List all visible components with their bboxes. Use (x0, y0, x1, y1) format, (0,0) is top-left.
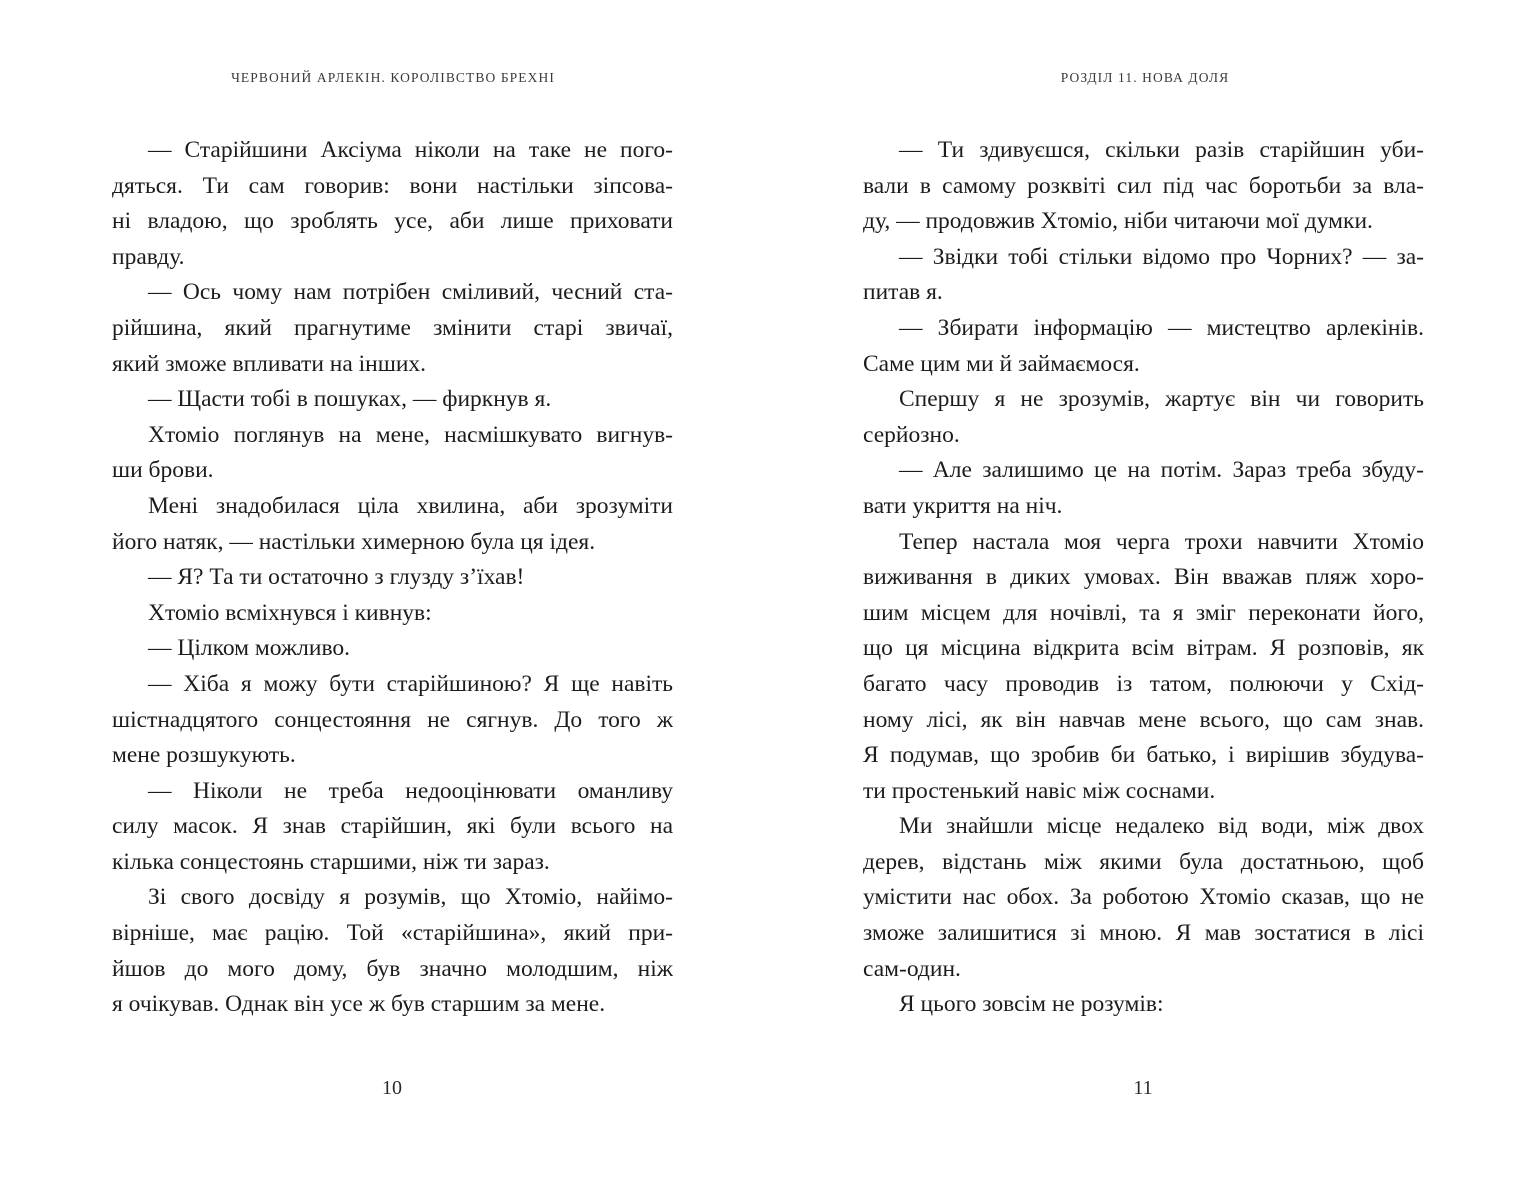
text-line: Мені знадобилася ціла хвилина, аби зрозуміти (148, 492, 673, 519)
text-line: кілька сонцестоянь старшими, ніж ти зараз. (112, 848, 550, 875)
text-line: Я подумав, що зробив би батько, і вирішив збудува- (863, 742, 1424, 769)
text-line: Ми знайшли місце недалеко від води, між двох (899, 813, 1424, 840)
text-line: Хтоміо всміхнувся і кивнув: (148, 599, 432, 626)
text-line: вірніше, має рацію. Той «старійшина», який при- (112, 920, 673, 947)
text-line: Я цього зовсім не розумів: (899, 991, 1164, 1018)
text-line: вати укриття на ніч. (863, 492, 1063, 519)
text-line: шістнадцятого сонцестояння не сягнув. До того ж (112, 706, 673, 733)
text-line: умістити нас обох. За роботою Хтоміо сказав, що не (863, 884, 1424, 911)
page-number-left: 10 (382, 1077, 402, 1099)
text-line: — Цілком можливо. (148, 635, 351, 662)
text-line: ти простенький навіс між соснами. (863, 777, 1216, 804)
text-line: зможе залишитися зі мною. Я мав зостатися в лісі (863, 920, 1424, 947)
text-line: питав я. (863, 279, 943, 306)
text-line: ду, — продовжив Хтоміо, ніби читаючи мої думки. (863, 208, 1373, 235)
text-line: ні владою, що зроблять усе, аби лише приховати (112, 208, 673, 235)
text-line: — Хіба я можу бути старійшиною? Я ще навіть (148, 670, 673, 697)
text-line: — Звідки тобі стільки відомо про Чорних? — за- (899, 243, 1424, 270)
text-line: ному лісі, як він навчав мене всього, що сам знав. (863, 706, 1424, 733)
running-head-left: ЧЕРВОНИЙ АРЛЕКІН. КОРОЛІВСТВО БРЕХНІ (231, 70, 555, 85)
text-line: серйозно. (863, 421, 960, 448)
text-line: рійшина, який прагнутиме змінити старі звичаї, (112, 314, 673, 341)
text-line: — Ось чому нам потрібен сміливий, чесний ста- (148, 279, 673, 306)
text-line: Хтоміо поглянув на мене, насмішкувато вигнув- (148, 421, 673, 448)
text-line: — Я? Та ти остаточно з глузду з’їхав! (148, 564, 525, 591)
text-line: ши брови. (112, 457, 214, 484)
text-line: дерев, відстань між якими була достатньою, щоб (863, 848, 1424, 875)
text-line: Тепер настала моя черга трохи навчити Хтоміо (899, 528, 1424, 555)
text-line: Зі свого досвіду я розумів, що Хтоміо, найімо- (148, 884, 673, 911)
text-line: — Збирати інформацію — мистецтво арлекінів. (899, 314, 1424, 341)
text-line: — Старійшини Аксіума ніколи на таке не пого- (148, 137, 673, 163)
text-line: багато часу проводив із татом, полюючи у Схід- (863, 670, 1424, 697)
body-text-left (112, 133, 673, 1023)
text-line: Саме цим ми й займаємося. (863, 350, 1140, 377)
text-line: я очікував. Однак він усе ж був старшим за мене. (112, 991, 606, 1018)
text-line: Спершу я не зрозумів, жартує він чи говорить (899, 386, 1424, 413)
right-page (768, 0, 1536, 1182)
text-line: дяться. Ти сам говорив: вони настільки зіпсова- (112, 172, 673, 199)
text-line: його натяк, — настільки химерною була ця ідея. (112, 528, 596, 555)
text-line: виживання в диких умовах. Він вважав пляж хоро- (863, 564, 1424, 591)
body-text-right (863, 133, 1424, 1023)
text-line: шим місцем для ночівлі, та я зміг переконати його, (863, 599, 1424, 626)
text-line: — Ти здивуєшся, скільки разів старійшин уби- (899, 137, 1424, 163)
text-line: правду. (112, 243, 185, 270)
text-line: йшов до мого дому, був значно молодшим, ніж (112, 955, 673, 982)
text-line: силу масок. Я знав старійшин, які були всього на (112, 813, 673, 840)
text-line: мене розшукують. (112, 742, 296, 769)
text-line: — Щасти тобі в пошуках, — фиркнув я. (148, 386, 552, 413)
running-head-right: РОЗДІЛ 11. НОВА ДОЛЯ (1060, 70, 1230, 85)
text-line: — Але залишимо це на потім. Зараз треба збуду- (899, 457, 1424, 484)
text-line: що ця місцина відкрита всім вітрам. Я розповів, як (863, 635, 1424, 662)
page-number-right: 11 (1133, 1077, 1153, 1099)
text-line: вали в самому розквіті сил під час боротьби за вла- (863, 172, 1424, 199)
text-line: який зможе впливати на інших. (112, 350, 427, 377)
text-line: сам-один. (863, 955, 961, 982)
text-line: — Ніколи не треба недооцінювати оманливу (148, 777, 673, 804)
